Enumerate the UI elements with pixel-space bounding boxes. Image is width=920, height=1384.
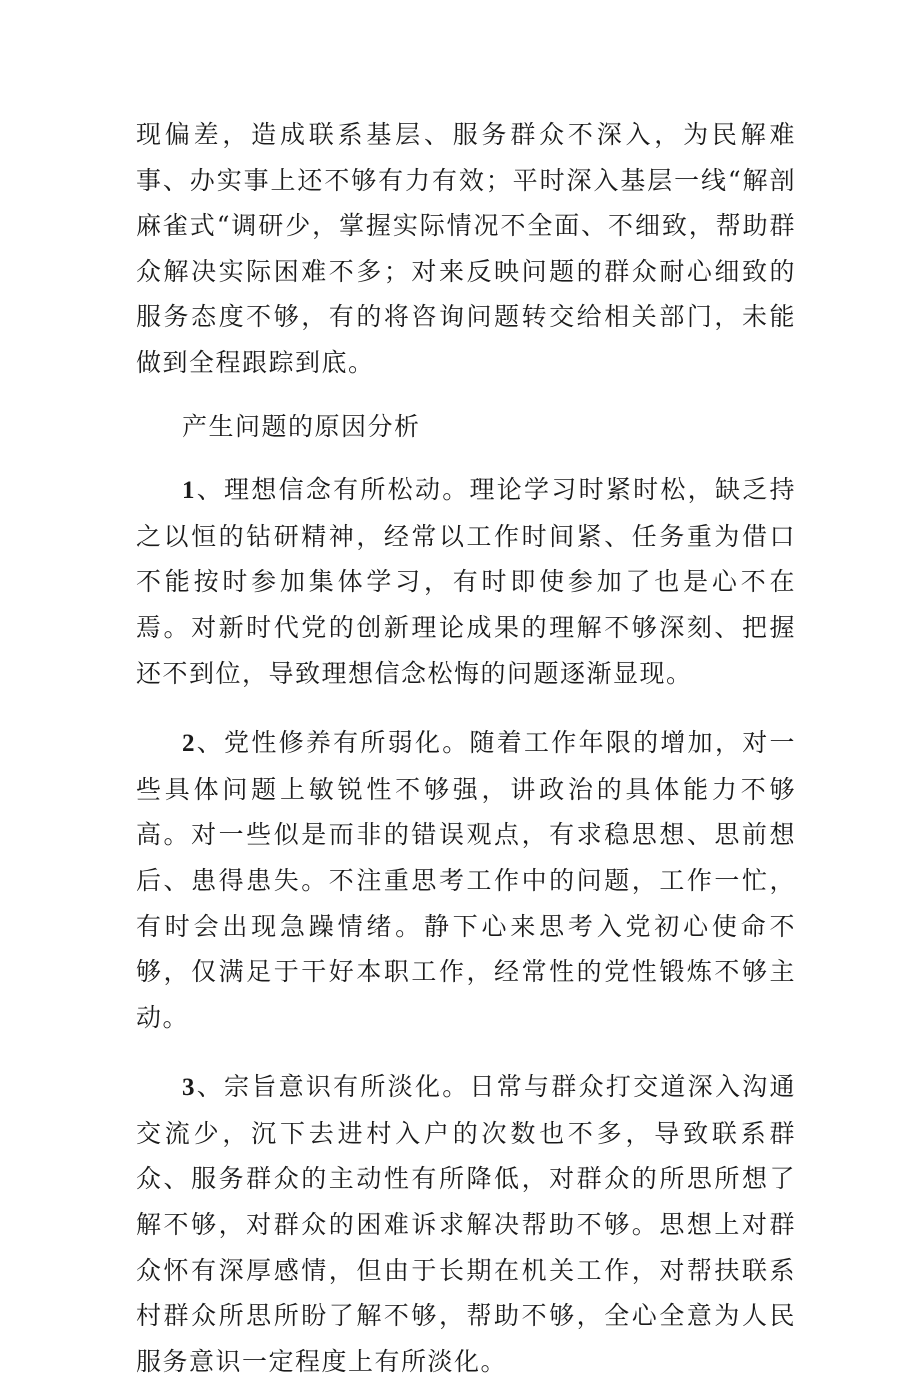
item-number: 1: [182, 477, 196, 505]
item-text: 、理想信念有所松动。理论学习时紧时松，缺乏持之以恒的钻研精神，经常以工作时间紧、任务重为借口不能按时参加集体学习，有时即使参加了也是心不在焉。对新时代党的创新理论成果的理解不够深刻、把握还不到位，导致理想信念松悔的问题逐渐显现。: [136, 475, 796, 688]
spacer: [136, 1040, 796, 1064]
list-item-2: [136, 720, 796, 1040]
section-heading: 产生问题的原因分析: [182, 411, 421, 441]
item-text: 、宗旨意识有所淡化。日常与群众打交道深入沟通交流少，沉下去进村入户的次数也不多，导致联系群众、服务群众的主动性有所降低，对群众的所思所想了解不够，对群众的困难诉求解决帮助不够。思想上对群众怀有深厚感情，但由于长期在机关工作，对帮扶联系村群众所思所盼了解不够，帮助不够，全心全意为人民服务意识一定程度上有所淡化。: [136, 1072, 796, 1376]
list-item-1: [136, 467, 796, 696]
spacer: [136, 696, 796, 720]
list-item-3: [136, 1064, 796, 1384]
document-body: [136, 112, 796, 1384]
spacer: [136, 449, 796, 467]
intro-paragraph: 现偏差，造成联系基层、服务群众不深入，为民解难事、办实事上还不够有力有效；平时深入基层一线“解剖麻雀式“调研少，掌握实际情况不全面、不细致，帮助群众解决实际困难不多；对来反映问题的群众耐心细致的服务态度不够，有的将咨询问题转交给相关部门，未能做到全程跟踪到底。: [136, 120, 796, 377]
spacer: [136, 386, 796, 404]
item-text: 、党性修养有所弱化。随着工作年限的增加，对一些具体问题上敏锐性不够强，讲政治的具体能力不够高。对一些似是而非的错误观点，有求稳思想、思前想后、患得患失。不注重思考工作中的问题，工作一忙，有时会出现急躁情绪。静下心来思考入党初心使命不够，仅满足于干好本职工作，经常性的党性锻炼不够主动。: [136, 728, 796, 1032]
item-number: 2: [182, 730, 196, 758]
item-number: 3: [182, 1074, 196, 1102]
